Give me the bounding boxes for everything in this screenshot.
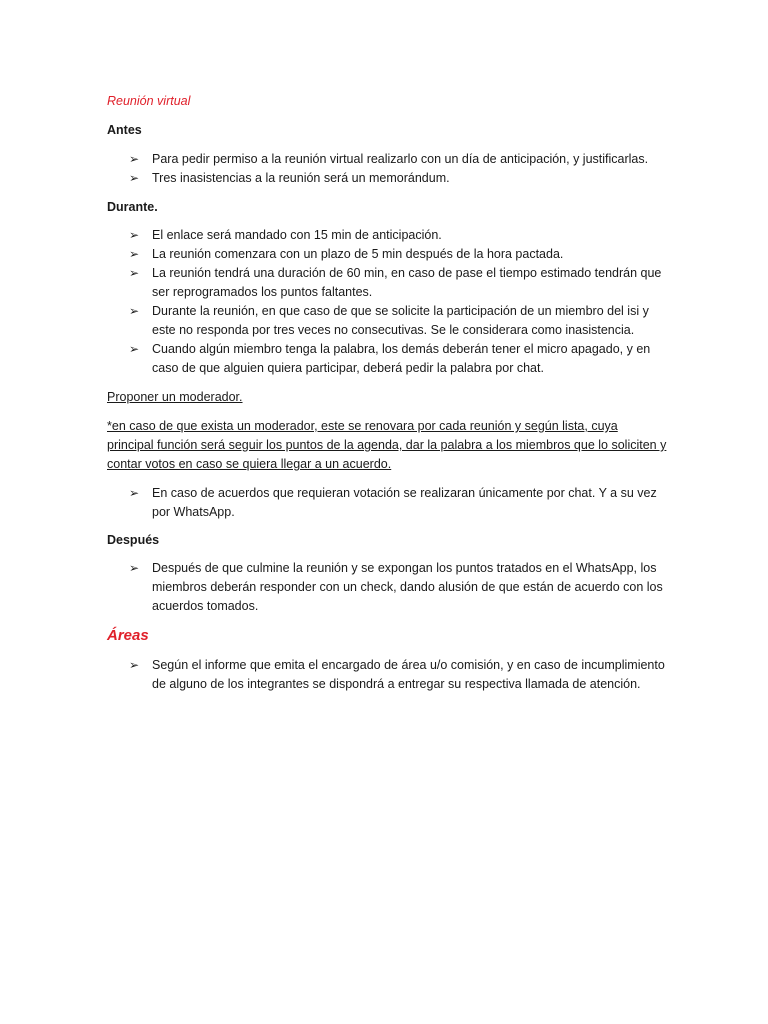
list-item: ➢ Según el informe que emita el encargado de área u/o comisión, y en caso de incumplimiento de alguno de los integrantes se dispondrá a entregar su respectiva llamada de atención. [129,658,665,691]
arrow-bullet-icon: ➢ [129,171,140,185]
document-title: Reunión virtual [107,94,191,108]
list-areas [107,656,667,694]
arrow-bullet-icon: ➢ [129,152,140,166]
section-heading-durante: Durante. [107,200,158,214]
section-heading-despues: Después [107,533,160,547]
arrow-bullet-icon: ➢ [129,658,140,672]
moderador-note: *en caso de que exista un moderador, este se renovara por cada reunión y según lista, cuya principal función será seguir los puntos de la agenda, dar la palabra a los miembros que lo soliciten y contar votos en caso se quiera llegar a un acuerdo. [107,419,667,471]
list-antes [107,150,667,188]
list-item: ➢ Para pedir permiso a la reunión virtual realizarlo con un día de anticipación, y justificarlas. [107,150,667,169]
list-moderador [107,484,667,522]
list-item: ➢ Después de que culmine la reunión y se expongan los puntos tratados en el WhatsApp, los miembros deberán responder con un check, dando alusión de que están de acuerdo con los acuerdos tomados. [129,561,663,613]
arrow-bullet-icon: ➢ [129,304,140,318]
list-item: ➢ Cuando algún miembro tenga la palabra, los demás deberán tener el micro apagado, y en caso de que alguien quiera participar, deberá pedir la palabra por chat. [129,342,651,375]
arrow-bullet-icon: ➢ [129,486,140,500]
arrow-bullet-icon: ➢ [129,247,140,261]
list-item: ➢ En caso de acuerdos que requieran votación se realizaran únicamente por chat. Y a su vez por WhatsApp. [129,486,657,519]
section-heading-areas: Áreas [107,627,149,644]
section-heading-antes: Antes [107,123,142,137]
list-item: ➢ Durante la reunión, en que caso de que se solicite la participación de un miembro del isi y este no responda por tres veces no consecutivas. Se le considerara como inasistencia. [129,304,649,337]
section-heading-moderador: Proponer un moderador. [107,390,243,404]
arrow-bullet-icon: ➢ [129,342,140,356]
list-item: ➢ La reunión comenzara con un plazo de 5 min después de la hora pactada. [107,245,667,264]
arrow-bullet-icon: ➢ [129,266,140,280]
arrow-bullet-icon: ➢ [129,228,140,242]
list-item: ➢ La reunión tendrá una duración de 60 min, en caso de pase el tiempo estimado tendrán que ser reprogramados los puntos faltantes. [129,266,662,299]
list-item: ➢ El enlace será mandado con 15 min de anticipación. [107,226,667,245]
list-durante [107,226,667,378]
list-item: ➢ Tres inasistencias a la reunión será un memorándum. [107,169,667,188]
list-despues [107,559,667,616]
arrow-bullet-icon: ➢ [129,561,140,575]
